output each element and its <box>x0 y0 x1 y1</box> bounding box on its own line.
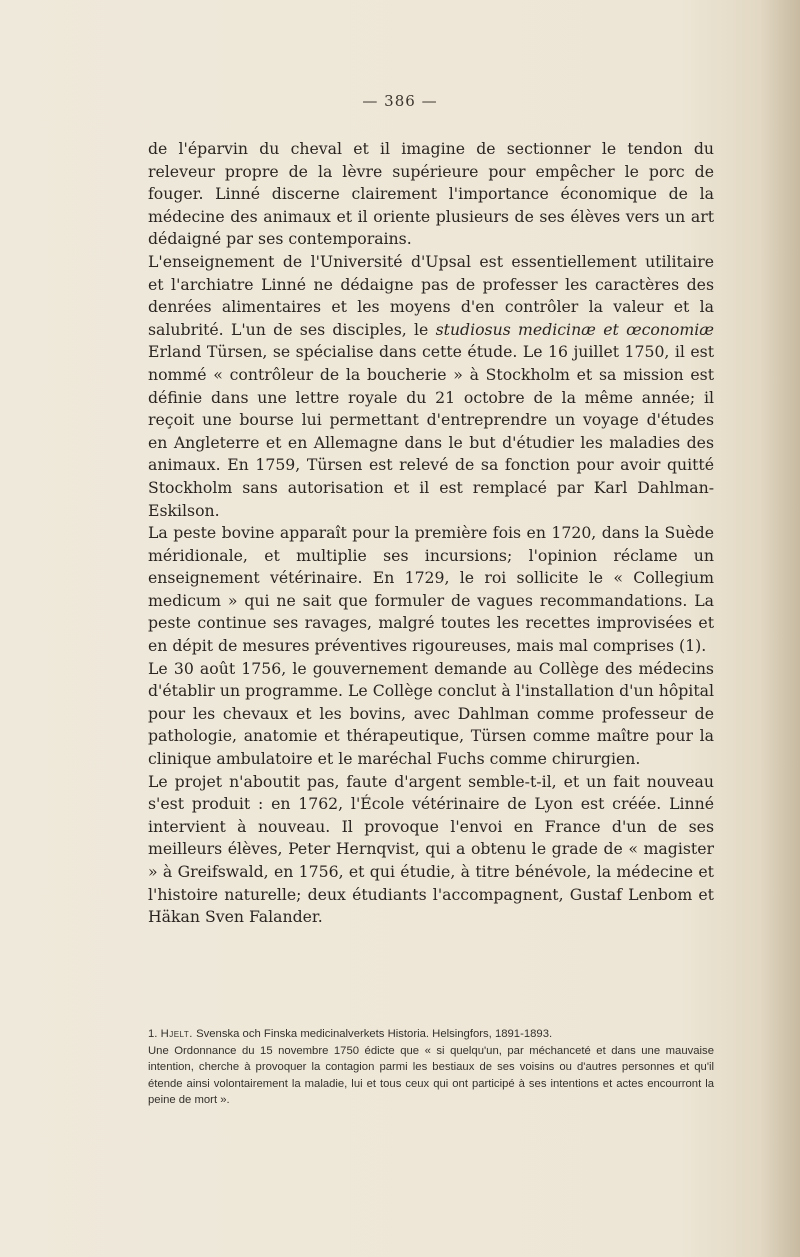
paragraph-5: Le projet n'aboutit pas, faute d'argent semble-t-il, et un fait nouveau s'est produit : en 1762, l'École vétérinaire de Lyon est créée. Linné intervient à nouveau. Il provoque l'envoi en France d'un de ses meilleurs élèves, Peter Hernqvist, qui a obtenu le grade de « magister » à Greifswald, en 1756, et qui étudie, à titre bénévole, la médecine et l'histoire naturelle; deux étudiants l'accompagnent, Gustaf Lenbom et Häkan Sven Falander. <box>148 771 714 927</box>
main-text <box>148 138 714 929</box>
footnote-citation <box>148 1026 714 1043</box>
paragraph-1: de l'éparvin du cheval et il imagine de sectionner le tendon du releveur propre de la lèvre supérieure pour empêcher le porc de fouger. Linné discerne clairement l'importance économique de la médecine des animaux et il oriente plusieurs de ses élèves vers un art dédaigné par ses contemporains. <box>148 139 714 249</box>
footnote-text: Une Ordonnance du 15 novembre 1750 édicte que « si quelqu'un, par méchanceté et dans une mauvaise intention, cherche à provoquer la contagion parmi les bestiaux de ses voisins ou d'autres personnes et qu'il étende ainsi volontairement la maladie, lui et tous ceux qui ont participé à ses intentions et actes encourront la peine de mort ». <box>148 1044 714 1107</box>
page-edge-shadow <box>760 0 800 1257</box>
page-number: — 386 — <box>362 92 438 110</box>
latin-title: studiosus medicinæ et œconomiæ <box>435 319 714 339</box>
paragraph-2-text-after: Erland Türsen, se spécialise dans cette étude. Le 16 juillet 1750, il est nommé « contrôleur de la boucherie » à Stockholm et sa mission est définie dans une lettre royale du 21 octobre de la même année; il reçoit une bourse lui permettant d'entreprendre un voyage d'études en Angleterre et en Allemagne dans le but d'étudier les maladies des animaux. En 1759, Türsen est relevé de sa fonction pour avoir quitté Stockholm sans autorisation et il est remplacé par Karl Dahlman-Eskilson. <box>148 342 714 520</box>
paragraph-3 <box>148 522 714 658</box>
paragraph-2 <box>148 251 714 522</box>
footnote-reference: (1). <box>679 636 707 656</box>
footnote-source: Svenska och Finska medicinalverkets Historia. Helsingfors, 1891-1893. <box>196 1028 553 1040</box>
footnote-number: 1. <box>148 1028 158 1040</box>
footnotes <box>148 1026 714 1109</box>
paragraph-2-text-before: L'enseignement de l'Université d'Upsal est essentiellement utilitaire et l'archiatre Linné ne dédaigne pas de professer les caractères des denrées alimentaires et les moyens d'en contrôler la valeur et la salubrité. L'un de ses disciples, le <box>148 251 714 339</box>
footnote-author: Hjelt. <box>160 1028 193 1040</box>
paragraph-3-text: La peste bovine apparaît pour la première fois en 1720, dans la Suède méridionale, et multiplie ses incursions; l'opinion réclame un enseignement vétérinaire. En 1729, le roi sollicite le « Collegium medicum » qui ne sait que formuler de vagues recommandations. La peste continue ses ravages, malgré toutes les recettes improvisées et en dépit de mesures préventives rigoureuses, mais mal comprises <box>148 523 714 656</box>
paragraph-4: Le 30 août 1756, le gouvernement demande au Collège des médecins d'établir un programme. Le Collège conclut à l'installation d'un hôpital pour les chevaux et les bovins, avec Dahlman comme professeur de pathologie, anatomie et thérapeutique, Türsen comme maître pour la clinique ambulatoire et le maréchal Fuchs comme chirurgien. <box>148 658 714 769</box>
